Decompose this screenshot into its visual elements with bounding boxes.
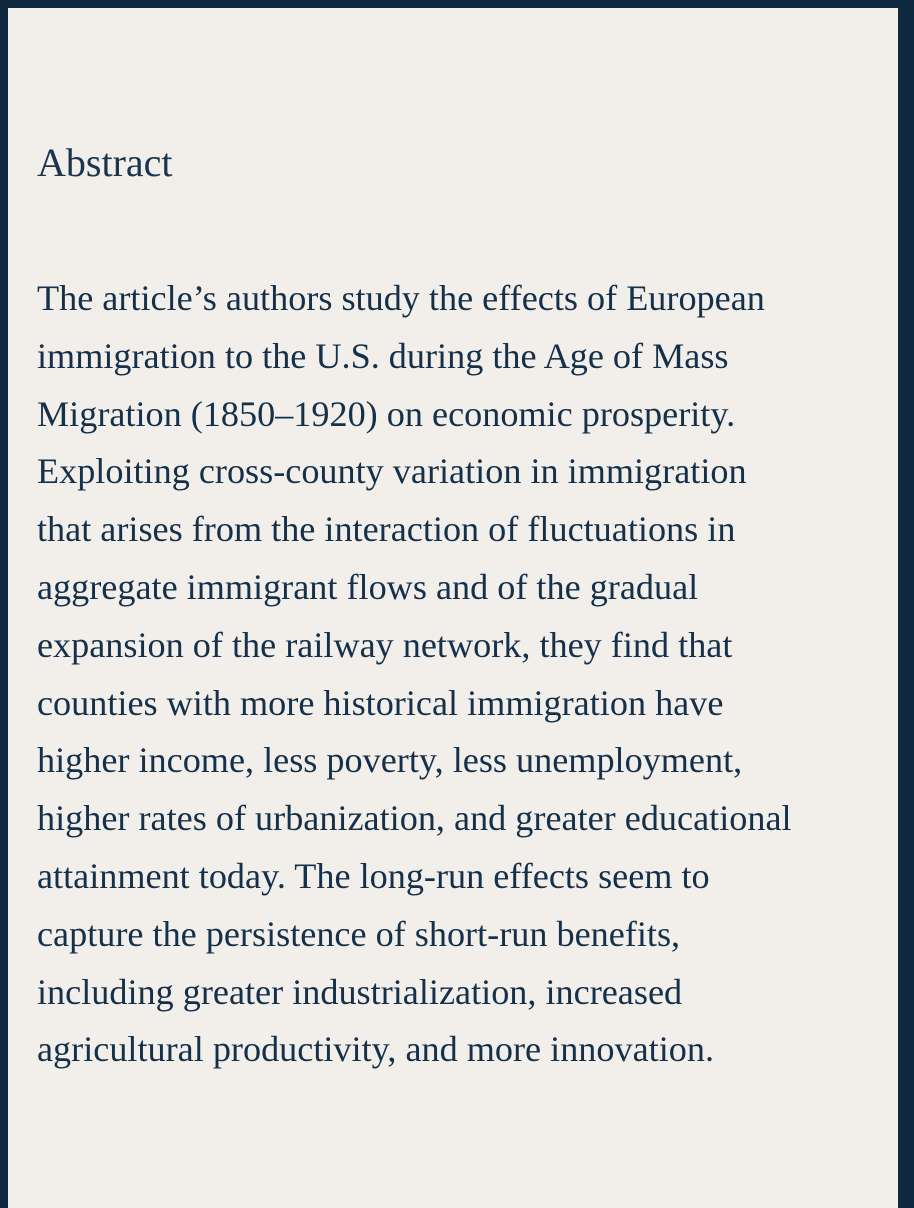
abstract-line: Migration (1850–1920) on economic prosperity. (37, 393, 736, 434)
abstract-line: attainment today. The long-run effects seem to (37, 855, 710, 896)
abstract-line: higher income, less poverty, less unemployment, (37, 740, 743, 781)
abstract-text (37, 270, 887, 1079)
abstract-line: capture the persistence of short-run benefits, (37, 913, 681, 954)
abstract-line: agricultural productivity, and more innovation. (37, 1029, 714, 1070)
abstract-heading: Abstract (37, 140, 173, 185)
window-frame (898, 0, 914, 1199)
abstract-panel (8, 8, 898, 1208)
abstract-line: The article’s authors study the effects of European (37, 278, 765, 318)
abstract-line: including greater industrialization, increased (37, 971, 683, 1012)
abstract-line: expansion of the railway network, they find that (37, 624, 733, 665)
abstract-line: that arises from the interaction of fluctuations in (37, 509, 736, 550)
abstract-line: immigration to the U.S. during the Age of Mass (37, 335, 729, 376)
abstract-line: higher rates of urbanization, and greater educational (37, 798, 792, 839)
abstract-line: aggregate immigrant flows and of the gradual (37, 566, 699, 607)
abstract-line: Exploiting cross-county variation in immigration (37, 451, 747, 492)
abstract-line: counties with more historical immigration have (37, 682, 724, 723)
